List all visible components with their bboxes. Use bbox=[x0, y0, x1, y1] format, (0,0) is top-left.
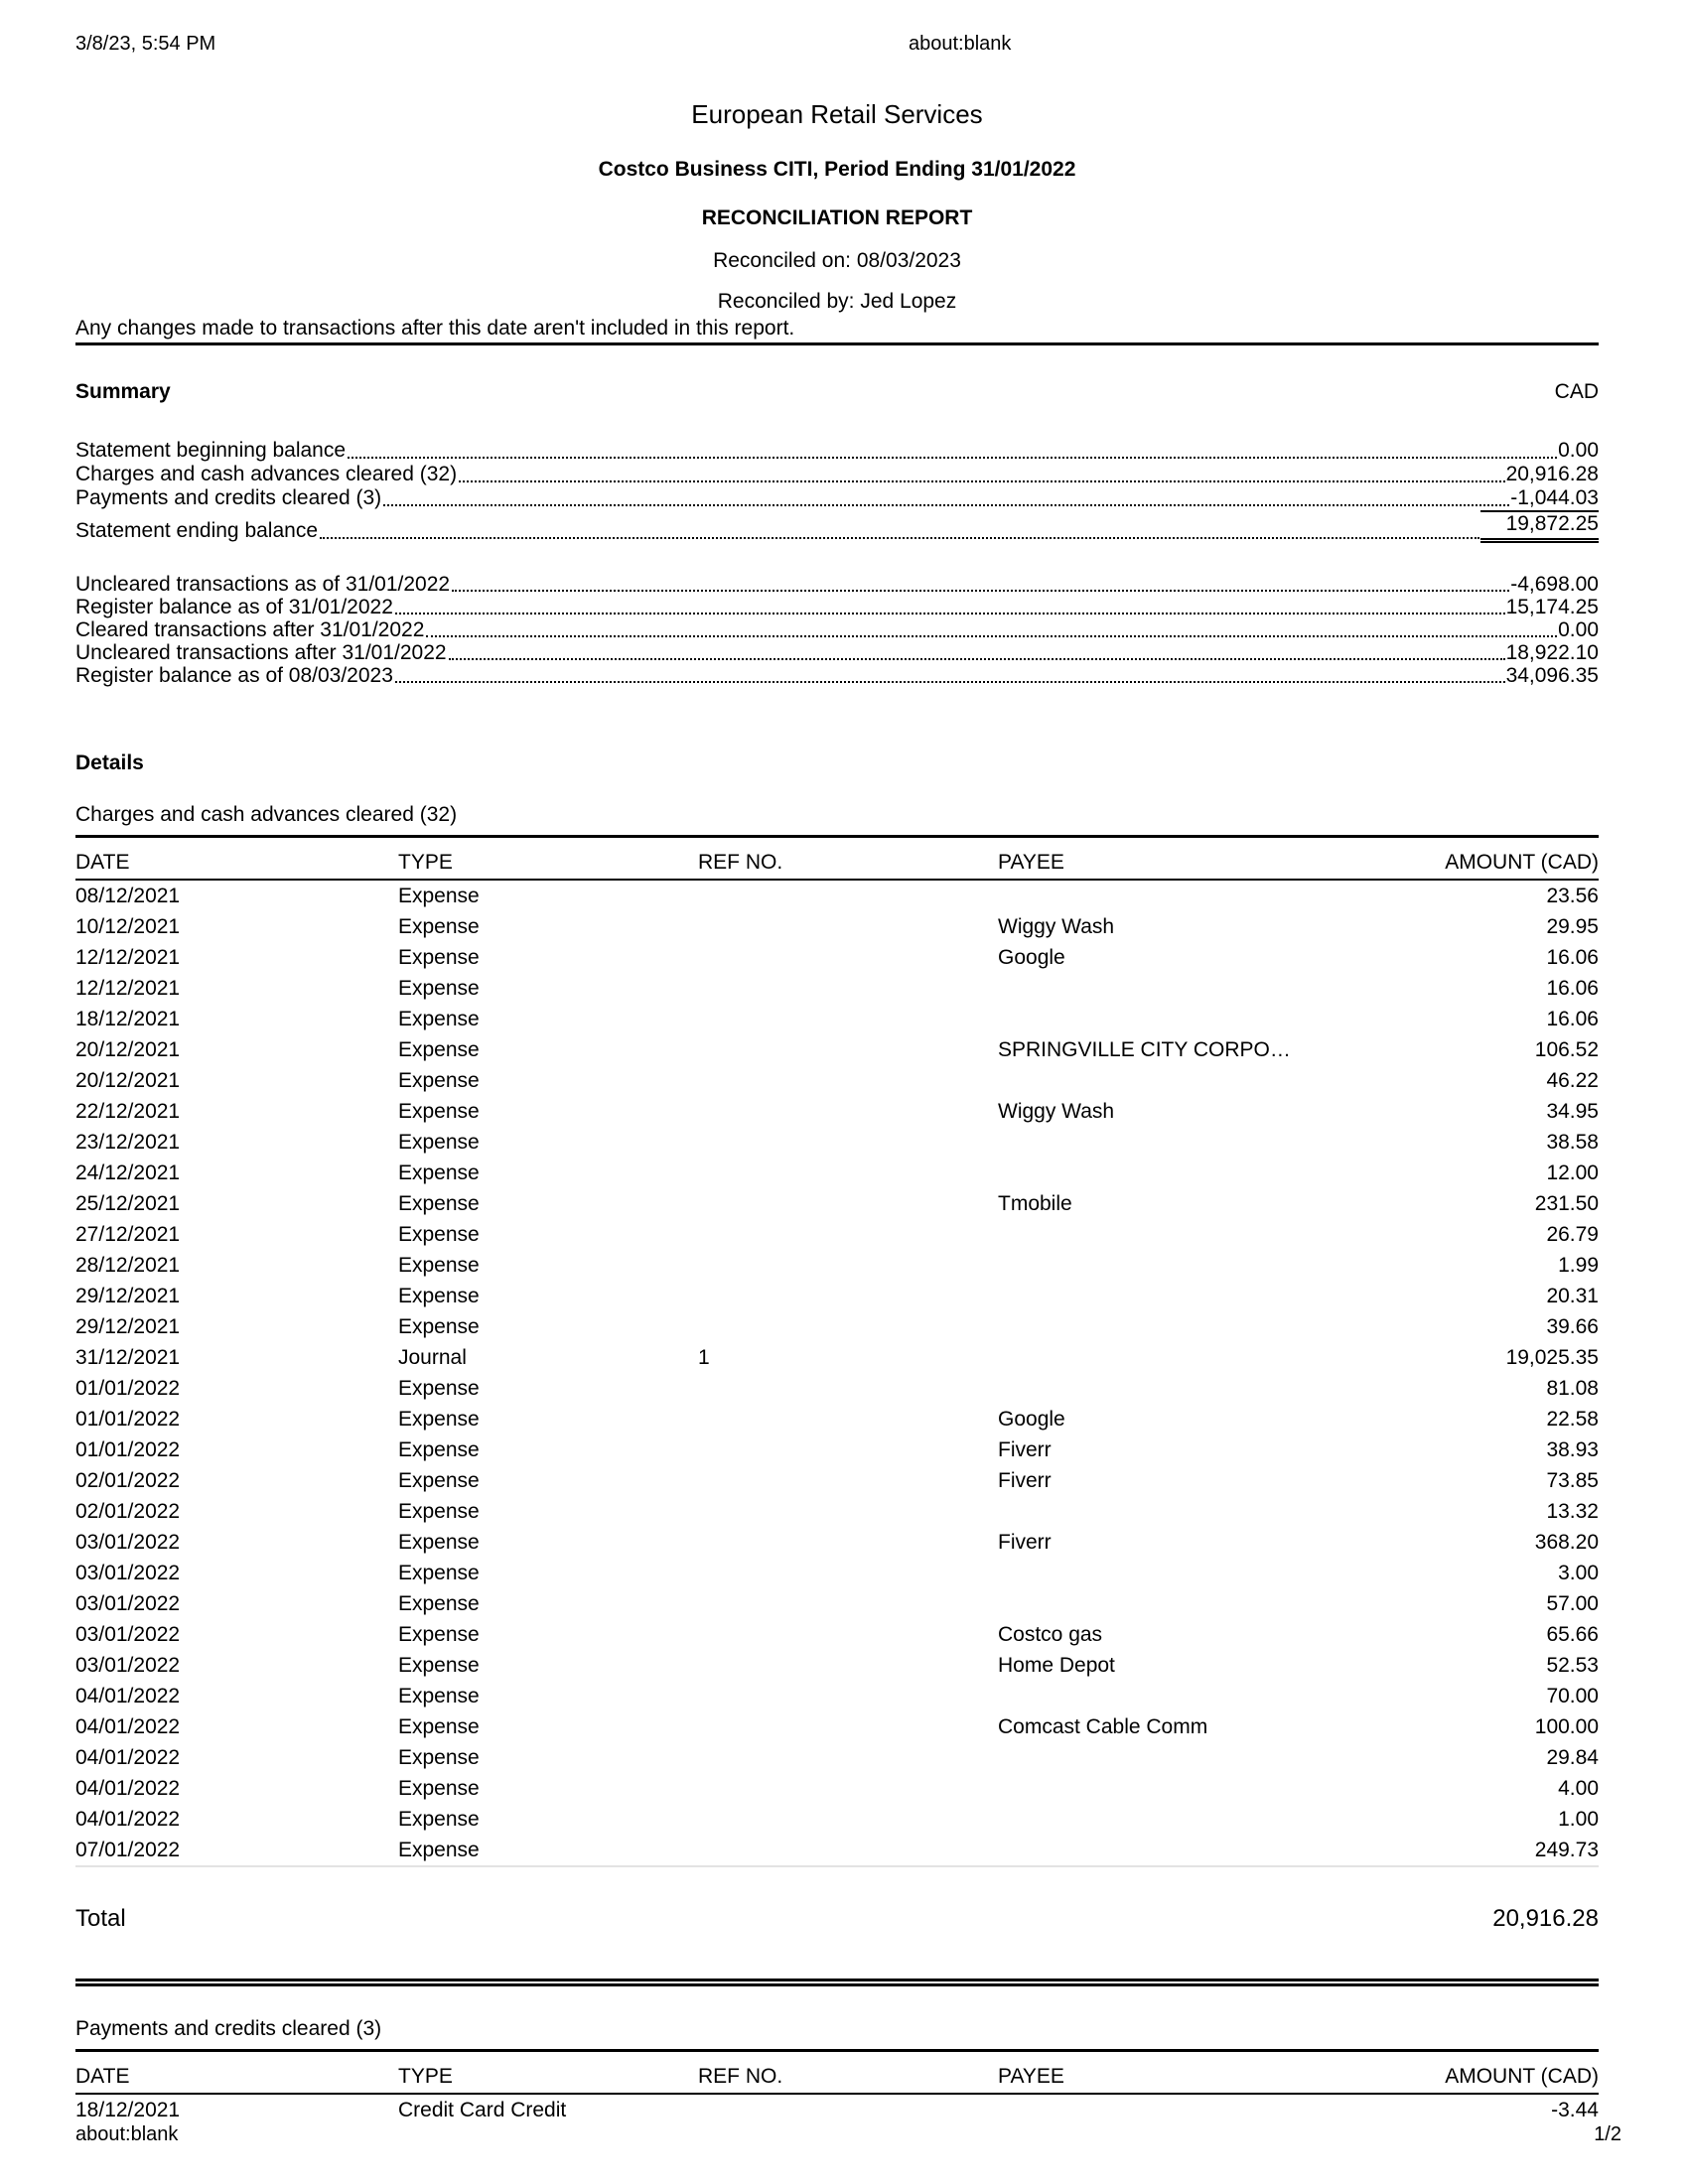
cell-ref-no bbox=[698, 942, 998, 973]
print-footer bbox=[75, 2122, 1621, 2146]
cell-amount: 46.22 bbox=[1546, 1069, 1599, 1092]
cell-ref-no bbox=[698, 1681, 998, 1711]
cell-date: 01/01/2022 bbox=[75, 1377, 181, 1400]
reconciled-by: Reconciled by: Jed Lopez bbox=[717, 290, 957, 313]
cell-date: 04/01/2022 bbox=[75, 1808, 181, 1831]
cell-type: Expense bbox=[398, 1131, 480, 1154]
cell-date: 31/12/2021 bbox=[75, 1346, 181, 1369]
table-row bbox=[75, 1835, 1599, 1866]
summary-row-label: Uncleared transactions after 31/01/2022 bbox=[75, 641, 447, 664]
cell-date: 02/01/2022 bbox=[75, 1500, 181, 1523]
cell-type: Expense bbox=[398, 1038, 480, 1061]
table-row bbox=[75, 1373, 1599, 1404]
print-datetime: 3/8/23, 5:54 PM bbox=[75, 33, 216, 55]
summary-row bbox=[75, 664, 1599, 687]
cell-payee: Fiverr bbox=[998, 1531, 1052, 1554]
change-notice: Any changes made to transactions after this date aren't included in this report. bbox=[75, 316, 1599, 345]
table-row bbox=[75, 1188, 1599, 1219]
cell-date: 01/01/2022 bbox=[75, 1408, 181, 1431]
table-row bbox=[75, 1250, 1599, 1281]
column-header-amount: AMOUNT (CAD) bbox=[1375, 837, 1599, 881]
cell-type: Expense bbox=[398, 1192, 480, 1215]
summary-row bbox=[75, 463, 1599, 486]
cell-date: 20/12/2021 bbox=[75, 1069, 181, 1092]
cell-ref-no bbox=[698, 1158, 998, 1188]
table-row bbox=[75, 1404, 1599, 1434]
cell-type: Expense bbox=[398, 915, 480, 938]
cell-payee bbox=[998, 1127, 1375, 1158]
cell-amount: 249.73 bbox=[1375, 1835, 1599, 1866]
cell-ref-no: 1 bbox=[698, 1346, 710, 1369]
cell-date: 18/12/2021 bbox=[75, 2099, 181, 2121]
cell-amount: 3.00 bbox=[1558, 1562, 1599, 1584]
table-row bbox=[75, 1711, 1599, 1742]
dotted-leader bbox=[383, 504, 1509, 506]
cell-date: 03/01/2022 bbox=[75, 1531, 181, 1554]
cell-date: 18/12/2021 bbox=[75, 1008, 181, 1030]
table-header-row bbox=[75, 2051, 1599, 2095]
summary-row-label: Register balance as of 08/03/2023 bbox=[75, 664, 393, 687]
column-header-payee: PAYEE bbox=[998, 837, 1375, 881]
cell-type: Expense bbox=[398, 946, 480, 969]
column-header-ref: REF NO. bbox=[698, 837, 998, 881]
cell-type: Expense bbox=[398, 1008, 480, 1030]
table-row bbox=[75, 1434, 1599, 1465]
summary-row-value: 18,922.10 bbox=[1505, 641, 1599, 664]
cell-ref-no bbox=[698, 1650, 998, 1681]
cell-type: Expense bbox=[398, 1500, 480, 1523]
table-row bbox=[75, 1219, 1599, 1250]
cell-payee bbox=[998, 1342, 1375, 1373]
cell-ref-no bbox=[698, 2094, 998, 2125]
charges-section-title: Charges and cash advances cleared (32) bbox=[75, 803, 458, 826]
summary-row-value: -4,698.00 bbox=[1510, 573, 1599, 596]
cell-payee bbox=[998, 973, 1375, 1004]
cell-ref-no bbox=[698, 1034, 998, 1065]
cell-type: Expense bbox=[398, 1285, 480, 1307]
table-row bbox=[75, 942, 1599, 973]
cell-payee: Google bbox=[998, 1408, 1065, 1431]
cell-payee bbox=[998, 1065, 1375, 1096]
cell-amount: 1.99 bbox=[1558, 1254, 1599, 1277]
cell-date: 12/12/2021 bbox=[75, 946, 181, 969]
cell-ref-no bbox=[698, 1496, 998, 1527]
cell-amount: 73.85 bbox=[1546, 1469, 1599, 1492]
summary-row bbox=[75, 439, 1599, 463]
table-row bbox=[75, 880, 1599, 911]
summary-row bbox=[75, 641, 1599, 664]
cell-amount: 231.50 bbox=[1534, 1192, 1599, 1215]
cell-type: Expense bbox=[398, 1715, 480, 1738]
cell-amount: 19,025.35 bbox=[1505, 1346, 1599, 1369]
cell-ref-no bbox=[698, 1065, 998, 1096]
summary-block-2 bbox=[75, 573, 1599, 687]
cell-payee: Wiggy Wash bbox=[998, 1100, 1115, 1123]
cell-payee bbox=[998, 1373, 1375, 1404]
table-row bbox=[75, 1773, 1599, 1804]
reconciled-on: Reconciled on: 08/03/2023 bbox=[713, 249, 961, 272]
cell-amount: 16.06 bbox=[1546, 946, 1599, 969]
table-row bbox=[75, 1804, 1599, 1835]
cell-payee bbox=[998, 880, 1375, 911]
cell-amount: 16.06 bbox=[1546, 1008, 1599, 1030]
summary-row-ending-balance bbox=[75, 510, 1599, 543]
table-row bbox=[75, 1496, 1599, 1527]
summary-row-label: Uncleared transactions as of 31/01/2022 bbox=[75, 573, 451, 596]
table-row bbox=[75, 973, 1599, 1004]
print-title: about:blank bbox=[909, 33, 1012, 55]
summary-row-value: 0.00 bbox=[1558, 618, 1599, 641]
cell-amount: 20.31 bbox=[1546, 1285, 1599, 1307]
cell-type: Expense bbox=[398, 1685, 480, 1707]
cell-ref-no bbox=[698, 1250, 998, 1281]
summary-row-value: 20,916.28 bbox=[1505, 463, 1599, 485]
cell-type: Expense bbox=[398, 1469, 480, 1492]
dotted-leader bbox=[459, 480, 1505, 482]
cell-payee bbox=[998, 2094, 1375, 2125]
cell-amount: 106.52 bbox=[1534, 1038, 1599, 1061]
cell-payee bbox=[998, 1558, 1375, 1588]
cell-date: 29/12/2021 bbox=[75, 1315, 181, 1338]
cell-type: Expense bbox=[398, 1377, 480, 1400]
cell-payee: Fiverr bbox=[998, 1469, 1052, 1492]
summary-row-label: Statement beginning balance bbox=[75, 439, 347, 462]
cell-amount: 1.00 bbox=[1558, 1808, 1599, 1831]
cell-payee: Comcast Cable Comm bbox=[998, 1715, 1208, 1738]
cell-amount: 16.06 bbox=[1546, 977, 1599, 1000]
report-type-title: RECONCILIATION REPORT bbox=[701, 206, 973, 229]
cell-payee bbox=[998, 1281, 1375, 1311]
cell-date: 27/12/2021 bbox=[75, 1223, 181, 1246]
summary-row bbox=[75, 596, 1599, 618]
cell-type: Expense bbox=[398, 1069, 480, 1092]
cell-amount: 70.00 bbox=[1546, 1685, 1599, 1707]
cell-type: Expense bbox=[398, 1562, 480, 1584]
cell-amount: 65.66 bbox=[1546, 1623, 1599, 1646]
column-header-date: DATE bbox=[75, 837, 398, 881]
cell-amount: 34.95 bbox=[1546, 1100, 1599, 1123]
cell-date: 02/01/2022 bbox=[75, 1469, 181, 1492]
cell-payee bbox=[998, 1311, 1375, 1342]
cell-date: 24/12/2021 bbox=[75, 1161, 181, 1184]
cell-type: Expense bbox=[398, 1746, 480, 1769]
table-row bbox=[75, 1527, 1599, 1558]
cell-type: Expense bbox=[398, 977, 480, 1000]
cell-type: Expense bbox=[398, 1623, 480, 1646]
dotted-leader bbox=[426, 635, 1557, 637]
summary-row bbox=[75, 486, 1599, 510]
summary-row bbox=[75, 618, 1599, 641]
cell-amount: 29.95 bbox=[1546, 915, 1599, 938]
table-row bbox=[75, 1281, 1599, 1311]
column-header-type: TYPE bbox=[398, 837, 698, 881]
table-row bbox=[75, 1465, 1599, 1496]
summary-row-label: Statement ending balance bbox=[75, 519, 319, 542]
cell-ref-no bbox=[698, 1004, 998, 1034]
column-header-date: DATE bbox=[75, 2051, 398, 2095]
cell-payee bbox=[998, 1588, 1375, 1619]
cell-date: 29/12/2021 bbox=[75, 1285, 181, 1307]
dotted-leader bbox=[395, 613, 1505, 614]
cell-ref-no bbox=[698, 1619, 998, 1650]
cell-type: Credit Card Credit bbox=[398, 2099, 567, 2121]
cell-date: 04/01/2022 bbox=[75, 1715, 181, 1738]
cell-payee bbox=[998, 1004, 1375, 1034]
cell-type: Expense bbox=[398, 1835, 698, 1866]
details-heading: Details bbox=[75, 751, 144, 774]
footer-url: about:blank bbox=[75, 2123, 179, 2145]
cell-payee: Costco gas bbox=[998, 1623, 1103, 1646]
cell-date: 03/01/2022 bbox=[75, 1623, 181, 1646]
cell-ref-no bbox=[698, 1311, 998, 1342]
table-row bbox=[75, 1588, 1599, 1619]
charges-table bbox=[75, 835, 1599, 1867]
print-header bbox=[75, 32, 1621, 56]
footer-page-number: 1/2 bbox=[1594, 2123, 1621, 2145]
summary-row-value: -1,044.03 bbox=[1510, 486, 1599, 509]
payments-section-title: Payments and credits cleared (3) bbox=[75, 2017, 382, 2040]
column-header-type: TYPE bbox=[398, 2051, 698, 2095]
table-row bbox=[75, 911, 1599, 942]
column-header-ref: REF NO. bbox=[698, 2051, 998, 2095]
table-row bbox=[75, 1127, 1599, 1158]
cell-ref-no bbox=[698, 1127, 998, 1158]
dotted-leader bbox=[452, 590, 1509, 592]
cell-amount: 38.58 bbox=[1546, 1131, 1599, 1154]
table-row bbox=[75, 1311, 1599, 1342]
cell-type: Expense bbox=[398, 1254, 480, 1277]
summary-row-label: Cleared transactions after 31/01/2022 bbox=[75, 618, 425, 641]
cell-payee bbox=[998, 1250, 1375, 1281]
cell-date: 23/12/2021 bbox=[75, 1131, 181, 1154]
cell-date: 03/01/2022 bbox=[75, 1562, 181, 1584]
cell-amount: 12.00 bbox=[1546, 1161, 1599, 1184]
report-subtitle: Costco Business CITI, Period Ending 31/01/2022 bbox=[598, 158, 1076, 181]
cell-payee bbox=[998, 1773, 1375, 1804]
cell-amount: 23.56 bbox=[1546, 885, 1599, 907]
cell-amount: 368.20 bbox=[1534, 1531, 1599, 1554]
cell-amount: 81.08 bbox=[1546, 1377, 1599, 1400]
cell-date: 10/12/2021 bbox=[75, 915, 181, 938]
table-row bbox=[75, 1034, 1599, 1065]
cell-date: 22/12/2021 bbox=[75, 1100, 181, 1123]
cell-date: 20/12/2021 bbox=[75, 1038, 181, 1061]
table-row bbox=[75, 1558, 1599, 1588]
cell-type: Expense bbox=[398, 1777, 480, 1800]
cell-ref-no bbox=[698, 1558, 998, 1588]
cell-date: 03/01/2022 bbox=[75, 1592, 181, 1615]
cell-ref-no bbox=[698, 880, 998, 911]
cell-amount: 57.00 bbox=[1546, 1592, 1599, 1615]
cell-payee bbox=[998, 1496, 1375, 1527]
company-name: European Retail Services bbox=[691, 99, 983, 129]
cell-type: Expense bbox=[398, 1531, 480, 1554]
total-label: Total bbox=[75, 1905, 126, 1932]
table-row bbox=[75, 1619, 1599, 1650]
cell-amount: -3.44 bbox=[1551, 2099, 1599, 2121]
cell-amount: 100.00 bbox=[1534, 1715, 1599, 1738]
cell-payee bbox=[998, 1219, 1375, 1250]
cell-ref-no bbox=[698, 1465, 998, 1496]
cell-type: Expense bbox=[398, 1808, 480, 1831]
cell-date: 01/01/2022 bbox=[75, 1438, 181, 1461]
cell-amount: 4.00 bbox=[1558, 1777, 1599, 1800]
cell-payee bbox=[998, 1742, 1375, 1773]
cell-type: Journal bbox=[398, 1346, 467, 1369]
cell-type: Expense bbox=[398, 885, 480, 907]
cell-type: Expense bbox=[398, 1161, 480, 1184]
summary-row-label: Register balance as of 31/01/2022 bbox=[75, 596, 393, 618]
cell-payee bbox=[998, 1835, 1375, 1866]
cell-date: 28/12/2021 bbox=[75, 1254, 181, 1277]
cell-ref-no bbox=[698, 1588, 998, 1619]
table-row bbox=[75, 1342, 1599, 1373]
cell-ref-no bbox=[698, 973, 998, 1004]
table-header-row bbox=[75, 837, 1599, 881]
cell-amount: 38.93 bbox=[1546, 1438, 1599, 1461]
column-header-amount: AMOUNT (CAD) bbox=[1375, 2051, 1599, 2095]
cell-ref-no bbox=[698, 1281, 998, 1311]
cell-type: Expense bbox=[398, 1408, 480, 1431]
cell-amount: 39.66 bbox=[1546, 1315, 1599, 1338]
cell-payee: Fiverr bbox=[998, 1438, 1052, 1461]
cell-ref-no bbox=[698, 1434, 998, 1465]
cell-amount: 52.53 bbox=[1546, 1654, 1599, 1677]
summary-currency: CAD bbox=[1554, 380, 1599, 403]
cell-date: 04/01/2022 bbox=[75, 1777, 181, 1800]
cell-date: 03/01/2022 bbox=[75, 1654, 181, 1677]
cell-ref-no bbox=[698, 1527, 998, 1558]
summary-header-row bbox=[75, 379, 1599, 405]
summary-row bbox=[75, 573, 1599, 596]
cell-payee: Google bbox=[998, 946, 1065, 969]
summary-row-value: 19,872.25 bbox=[1480, 510, 1599, 543]
cell-date: 04/01/2022 bbox=[75, 1746, 181, 1769]
cell-ref-no bbox=[698, 1804, 998, 1835]
payments-table bbox=[75, 2049, 1599, 2125]
summary-row-value: 15,174.25 bbox=[1505, 596, 1599, 618]
cell-payee bbox=[998, 1158, 1375, 1188]
cell-amount: 29.84 bbox=[1546, 1746, 1599, 1769]
cell-type: Expense bbox=[398, 1223, 480, 1246]
summary-heading: Summary bbox=[75, 380, 171, 403]
table-row bbox=[75, 1650, 1599, 1681]
cell-payee: Home Depot bbox=[998, 1654, 1115, 1677]
cell-type: Expense bbox=[398, 1654, 480, 1677]
summary-row-label: Payments and credits cleared (3) bbox=[75, 486, 382, 509]
cell-ref-no bbox=[698, 1404, 998, 1434]
table-row bbox=[75, 2094, 1599, 2125]
cell-payee: SPRINGVILLE CITY CORPO… bbox=[998, 1038, 1291, 1061]
cell-payee: Tmobile bbox=[998, 1192, 1072, 1215]
cell-payee: Wiggy Wash bbox=[998, 915, 1115, 938]
cell-ref-no bbox=[698, 1711, 998, 1742]
cell-amount: 13.32 bbox=[1546, 1500, 1599, 1523]
summary-block-1 bbox=[75, 439, 1599, 510]
total-amount: 20,916.28 bbox=[1492, 1905, 1599, 1932]
dotted-leader bbox=[320, 537, 1479, 539]
cell-ref-no bbox=[698, 1096, 998, 1127]
summary-row-value: 0.00 bbox=[1558, 439, 1599, 462]
cell-date: 12/12/2021 bbox=[75, 977, 181, 1000]
table-row bbox=[75, 1065, 1599, 1096]
cell-amount: 26.79 bbox=[1546, 1223, 1599, 1246]
column-header-payee: PAYEE bbox=[998, 2051, 1375, 2095]
cell-payee bbox=[998, 1804, 1375, 1835]
cell-amount: 22.58 bbox=[1546, 1408, 1599, 1431]
cell-type: Expense bbox=[398, 1100, 480, 1123]
cell-ref-no bbox=[698, 1219, 998, 1250]
cell-date: 25/12/2021 bbox=[75, 1192, 181, 1215]
cell-type: Expense bbox=[398, 1315, 480, 1338]
summary-row-value: 34,096.35 bbox=[1505, 664, 1599, 687]
charges-total-row bbox=[75, 1905, 1599, 1933]
cell-date: 07/01/2022 bbox=[75, 1835, 398, 1866]
cell-ref-no bbox=[698, 1742, 998, 1773]
cell-ref-no bbox=[698, 1373, 998, 1404]
cell-date: 08/12/2021 bbox=[75, 885, 181, 907]
dotted-leader bbox=[395, 681, 1505, 683]
report-content bbox=[75, 60, 1599, 2125]
table-row bbox=[75, 1158, 1599, 1188]
dotted-leader bbox=[449, 658, 1505, 660]
cell-ref-no bbox=[698, 1835, 998, 1866]
cell-ref-no bbox=[698, 911, 998, 942]
cell-type: Expense bbox=[398, 1438, 480, 1461]
summary-row-label: Charges and cash advances cleared (32) bbox=[75, 463, 458, 485]
cell-ref-no bbox=[698, 1188, 998, 1219]
cell-payee bbox=[998, 1681, 1375, 1711]
section-divider bbox=[75, 1979, 1599, 1986]
table-row bbox=[75, 1096, 1599, 1127]
cell-ref-no bbox=[698, 1773, 998, 1804]
table-row bbox=[75, 1681, 1599, 1711]
table-row bbox=[75, 1004, 1599, 1034]
cell-type: Expense bbox=[398, 1592, 480, 1615]
cell-date: 04/01/2022 bbox=[75, 1685, 181, 1707]
dotted-leader bbox=[348, 457, 1557, 459]
table-row bbox=[75, 1742, 1599, 1773]
